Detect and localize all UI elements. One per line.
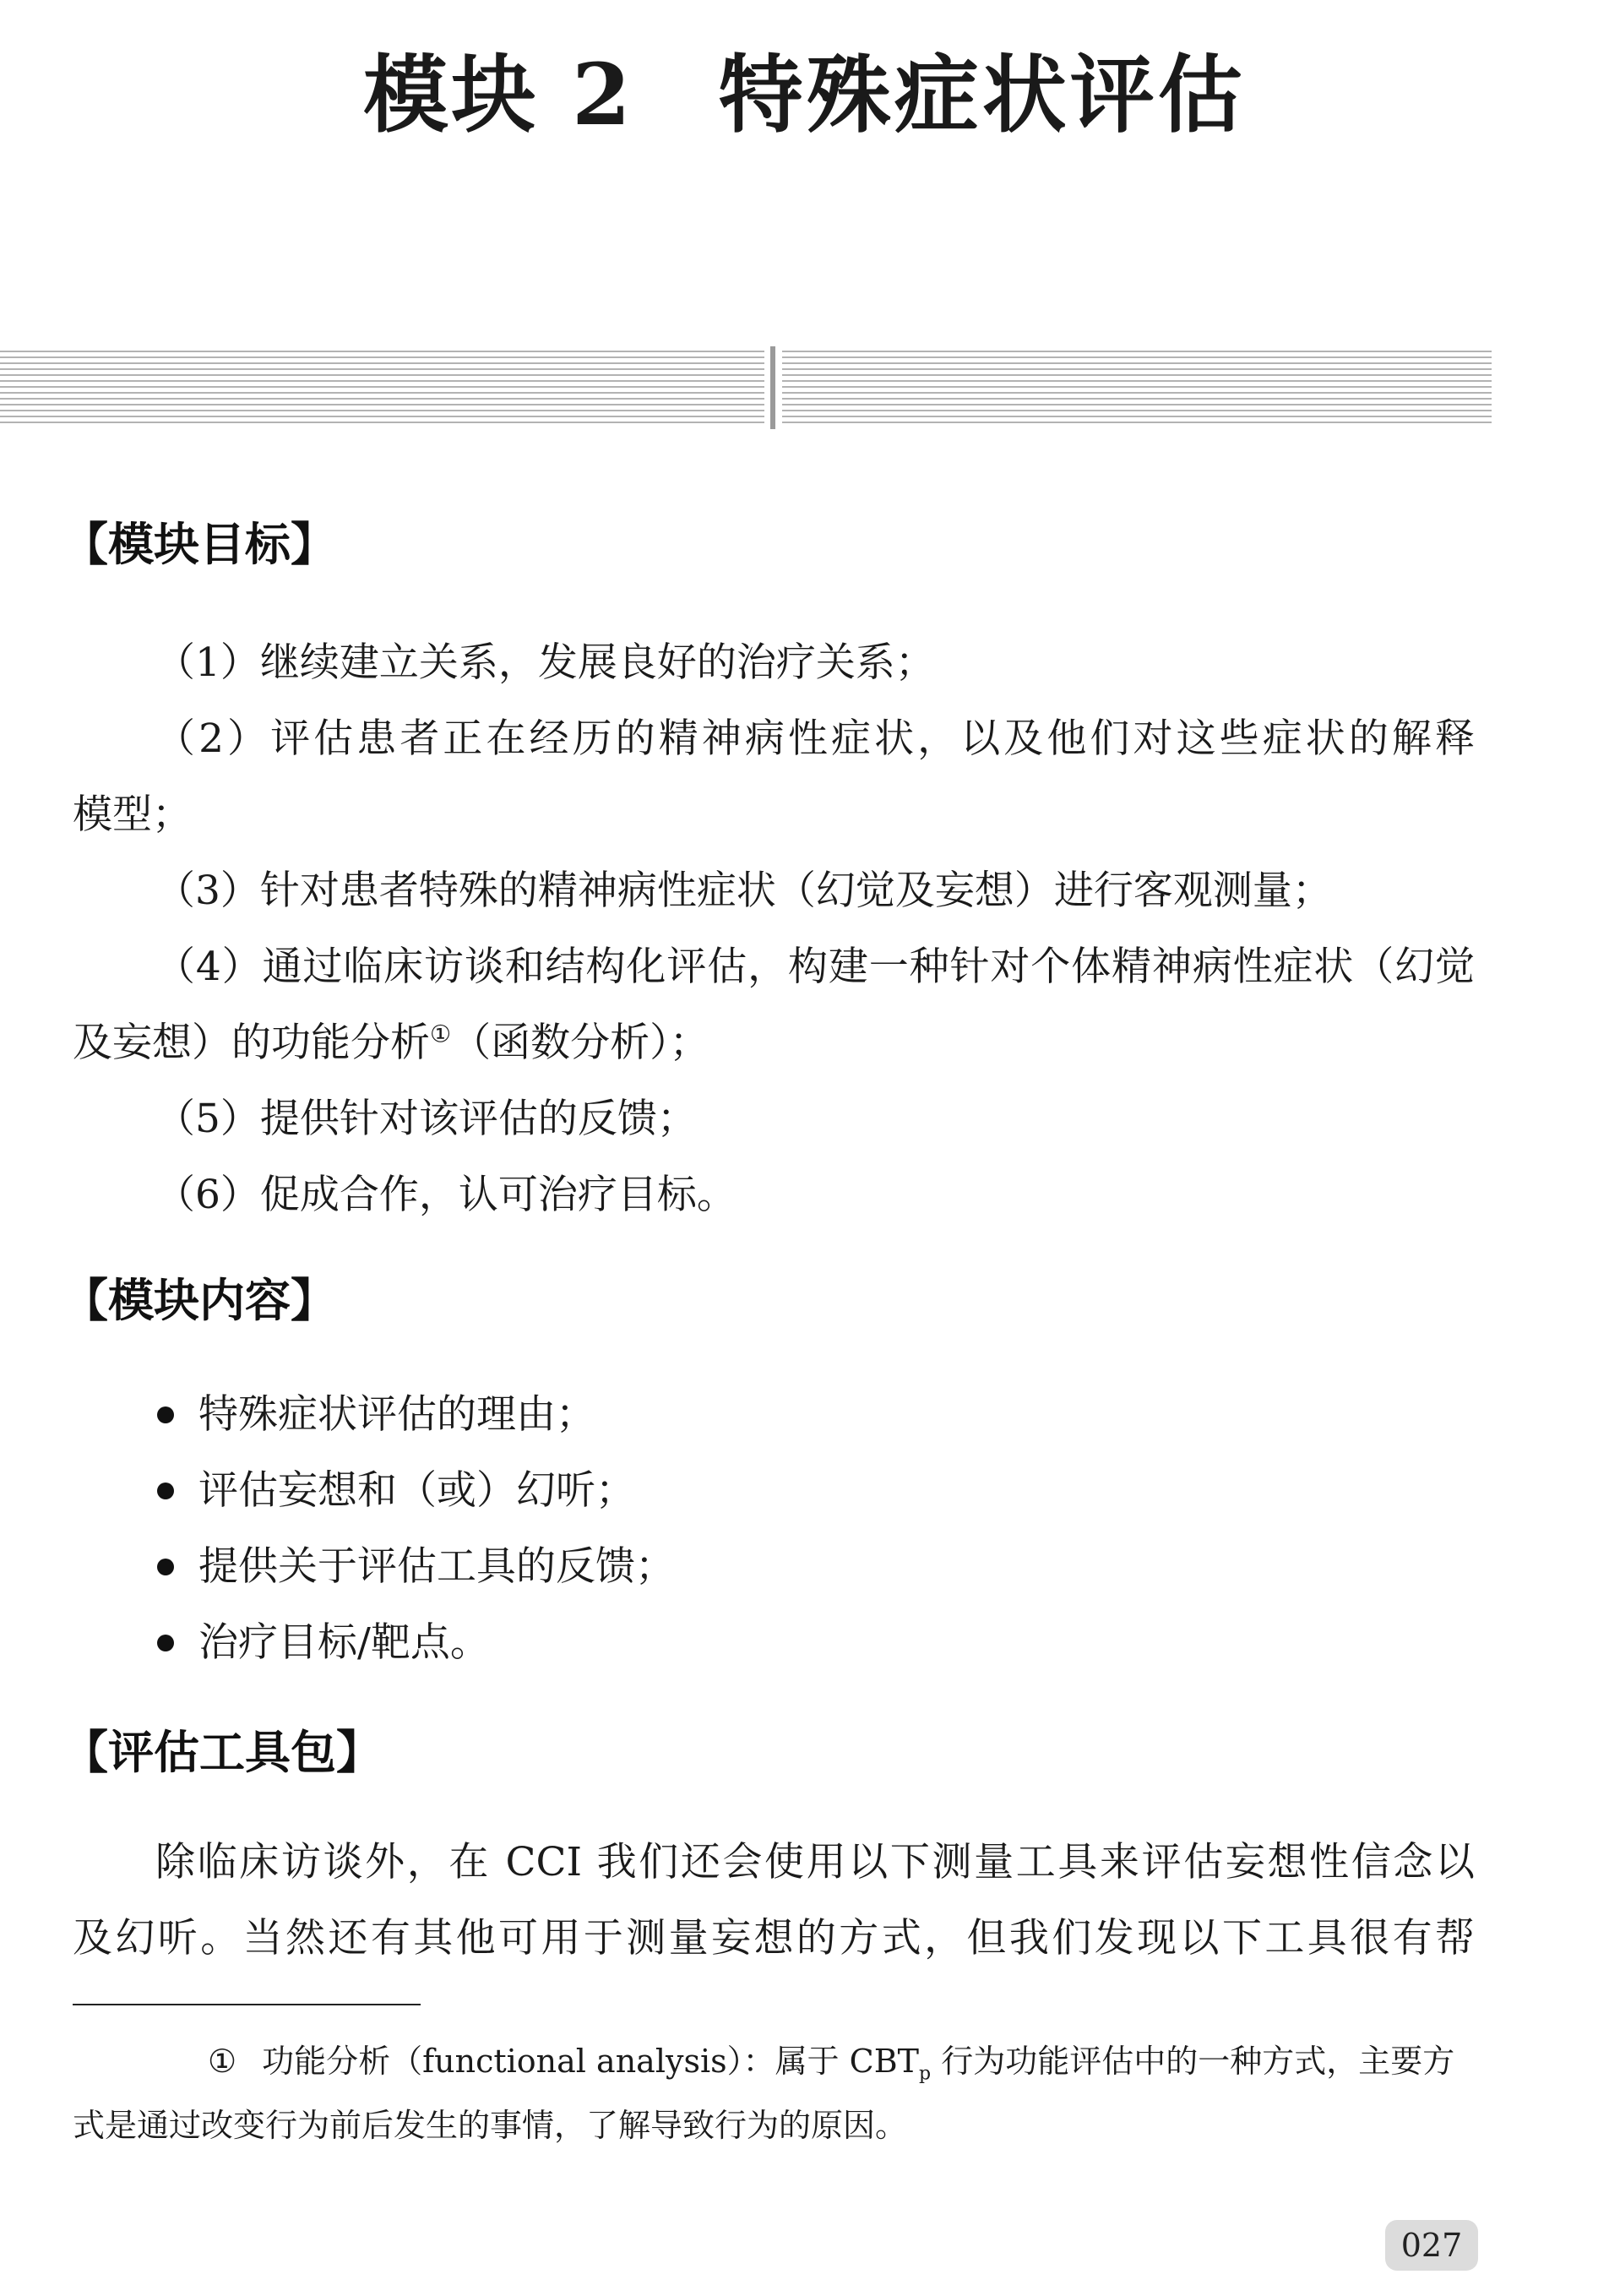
list-item xyxy=(152,1529,675,1605)
goal-item-5: （5）提供针对该评估的反馈； xyxy=(155,1096,697,1142)
toolkit-paragraph-line-2: 及幻听。当然还有其他可用于测量妄想的方式，但我们发现以下工具很有帮 xyxy=(73,1915,1475,1961)
goal-item-4-text: 及妄想）的功能分析 xyxy=(73,1020,430,1066)
goal-item-4-tail: （函数分析）； xyxy=(451,1020,709,1066)
page-number: 027 xyxy=(1385,2220,1478,2271)
content-bullet-list xyxy=(152,1377,675,1681)
goal-item-4: （4）通过临床访谈和结构化评估，构建一种针对个体精神病性症状（幻觉 xyxy=(155,944,1475,990)
bullet-text: 评估妄想和（或）幻听； xyxy=(198,1467,635,1514)
bullet-icon xyxy=(157,1635,174,1651)
bullet-icon xyxy=(157,1483,174,1499)
decorative-band-right xyxy=(782,351,1492,425)
module-number: 模块 2 xyxy=(363,45,634,144)
page-title xyxy=(0,44,1609,145)
decorative-band-divider xyxy=(770,346,775,429)
bullet-text: 提供关于评估工具的反馈； xyxy=(198,1543,675,1590)
bullet-text: 特殊症状评估的理由； xyxy=(198,1391,595,1438)
footnote-text-end: 行为功能评估中的一种方式，主要方式是通过改变行为前后发生的事情，了解导致行为的原因。 xyxy=(73,2043,1455,2144)
footnote-marker: ① xyxy=(208,2043,237,2080)
section-heading-goals: 【模块目标】 xyxy=(63,518,336,571)
decorative-band-left xyxy=(0,351,764,425)
footnote-ref: ① xyxy=(430,1020,452,1048)
bullet-icon xyxy=(157,1406,174,1423)
footnote-text-start: 功能分析（functional analysis）：属于 CBT xyxy=(262,2043,920,2080)
section-heading-content: 【模块内容】 xyxy=(63,1274,336,1327)
list-item xyxy=(152,1377,675,1453)
goal-item-1: （1）继续建立关系，发展良好的治疗关系； xyxy=(155,639,935,686)
footnote-separator xyxy=(73,2004,421,2005)
goal-item-3: （3）针对患者特殊的精神病性症状（幻觉及妄想）进行客观测量； xyxy=(155,868,1332,914)
goal-item-2: （2）评估患者正在经历的精神病性症状，以及他们对这些症状的解释 xyxy=(155,715,1475,762)
section-heading-toolkit: 【评估工具包】 xyxy=(63,1726,382,1779)
toolkit-paragraph-line-1: 除临床访谈外，在 CCI 我们还会使用以下测量工具来评估妄想性信念以 xyxy=(155,1839,1475,1885)
module-name: 特殊症状评估 xyxy=(718,45,1246,144)
goal-item-4-cont xyxy=(73,1005,1475,1081)
goal-item-2-cont: 模型； xyxy=(73,792,192,838)
footnote-subscript: p xyxy=(919,2063,932,2085)
footnote xyxy=(73,2036,1475,2151)
list-item xyxy=(152,1453,675,1529)
bullet-text: 治疗目标/靶点。 xyxy=(198,1619,490,1666)
goal-item-6: （6）促成合作，认可治疗目标。 xyxy=(155,1172,737,1218)
list-item xyxy=(152,1605,675,1681)
bullet-icon xyxy=(157,1559,174,1575)
